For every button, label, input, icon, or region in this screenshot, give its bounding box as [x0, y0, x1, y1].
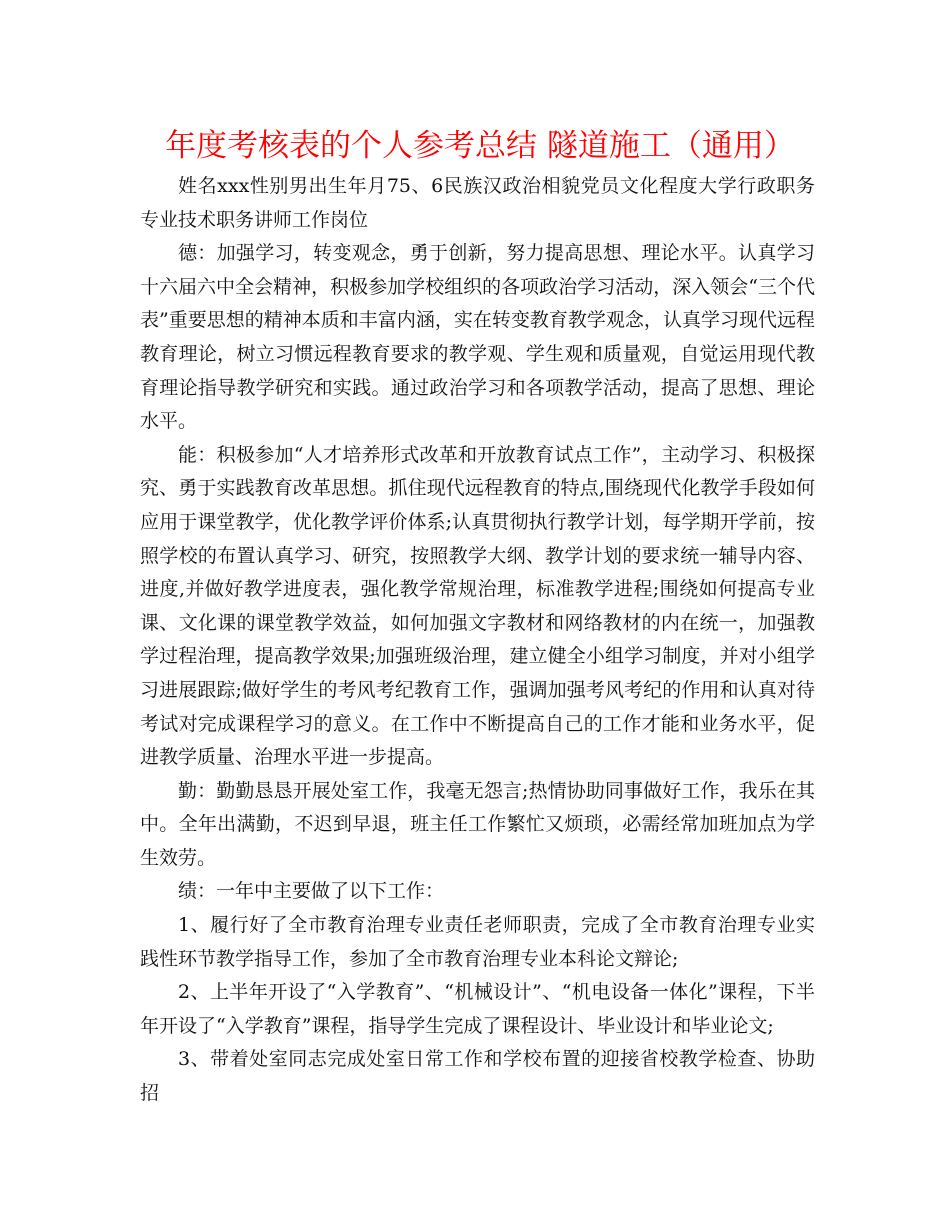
paragraph-morality: 德：加强学习，转变观念，勇于创新，努力提高思想、理论水平。认真学习十六届六中全会精神，积极参加学校组织的各项政治学习活动，深入领会“三个代表”重要思想的精神本质和丰富内涵，实在转变教育教学观念，认真学习现代远程教育理论，树立习惯远程教育要求的教学观、学生观和质量观，自觉运用现代教育理论指导教学研究和实践。通过政治学习和各项教学活动，提高了思想、理论水平。 [140, 242, 815, 433]
paragraph-achievement-2: 2、上半年开设了“入学教育”、“机械设计”、“机电设备一体化”课程，下半年开设了“入学教育”课程，指导学生完成了课程设计、毕业设计和毕业论文; [140, 981, 815, 1037]
paragraph-personal-info: 姓名xxx性别男出生年月75、6民族汉政治相貌党员文化程度大学行政职务专业技术职务讲师工作岗位 [140, 175, 815, 231]
paragraph-diligence: 勤：勤勤恳恳开展处室工作，我毫无怨言;热情协助同事做好工作，我乐在其中。全年出满勤，不迟到早退，班主任工作繁忙又烦琐，必需经常加班加点为学生效劳。 [140, 779, 815, 869]
paragraph-achievement-1: 1、履行好了全市教育治理专业责任老师职责，完成了全市教育治理专业实践性环节教学指导工作，参加了全市教育治理专业本科论文辩论; [140, 914, 815, 970]
paragraph-achievement-3: 3、带着处室同志完成处室日常工作和学校布置的迎接省校教学检查、协助招 [140, 1048, 815, 1105]
paragraph-ability: 能：积极参加“人才培养形式改革和开放教育试点工作”，主动学习、积极探究、勇于实践教育改革思想。抓住现代远程教育的特点,围绕现代化教学手段如何应用于课堂教学，优化教学评价体系;认真贯彻执行教学计划，每学期开学前，按照学校的布置认真学习、研究，按照教学大纲、教学计划的要求统一辅导内容、进度,并做好教学进度表，强化教学常规治理，标准教学进程;围绕如何提高专业课、文化课的课堂教学效益，如何加强文字教材和网络教材的内在统一，加强教学过程治理，提高教学效果;加强班级治理，建立健全小组学习制度，并对小组学习进展跟踪;做好学生的考风考纪教育工作，强调加强考风考纪的作用和认真对待考试对完成课程学习的意义。在工作中不断提高自己的工作才能和业务水平，促进教学质量、治理水平进一步提高。 [140, 443, 815, 769]
paragraph-achievement-heading: 绩：一年中主要做了以下工作： [178, 880, 445, 903]
document-title: 年度考核表的个人参考总结 隧道施工（通用） [165, 128, 795, 164]
document-body [140, 170, 815, 1111]
